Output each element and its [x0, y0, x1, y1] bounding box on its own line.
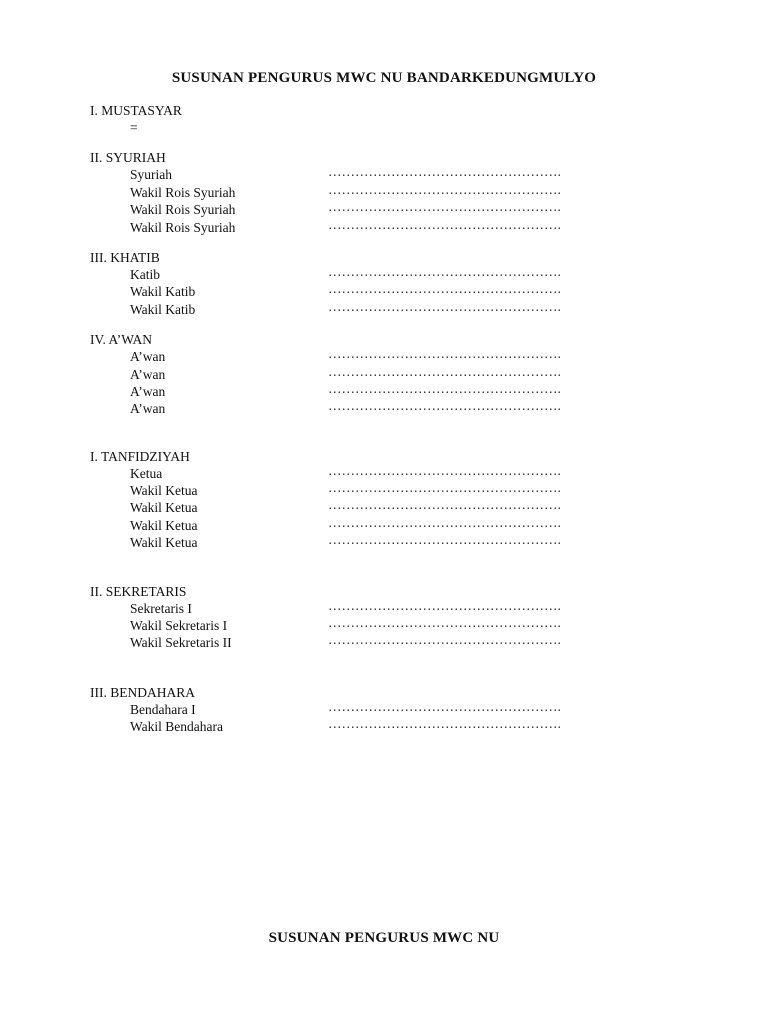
- name-placeholder-dots: …………………………………………….: [328, 716, 561, 732]
- position-label: Wakil Rois Syuriah: [130, 184, 236, 200]
- name-placeholder-dots: …………………………………………….: [328, 480, 561, 496]
- document-body: [90, 102, 610, 736]
- position-label: Wakil Katib: [130, 284, 196, 300]
- position-label: Wakil Katib: [130, 301, 196, 317]
- name-placeholder-dots: …………………………………………….: [328, 398, 561, 414]
- position-label: Bendahara I: [130, 701, 196, 717]
- name-placeholder-dots: …………………………………………….: [328, 298, 561, 314]
- name-placeholder-dots: …………………………………………….: [328, 532, 561, 548]
- section: [90, 102, 610, 136]
- name-placeholder-dots: …………………………………………….: [328, 462, 561, 478]
- position-row: [90, 119, 610, 136]
- position-label: Wakil Ketua: [130, 500, 198, 516]
- position-label: A’wan: [130, 349, 166, 365]
- section: [90, 583, 610, 652]
- position-label: Syuriah: [130, 167, 172, 183]
- position-label: Wakil Sekretaris II: [130, 635, 232, 651]
- section: [90, 448, 610, 552]
- name-placeholder-dots: …………………………………………….: [328, 514, 561, 530]
- section: [90, 149, 610, 236]
- section: [90, 249, 610, 318]
- name-placeholder-dots: …………………………………………….: [328, 363, 561, 379]
- section-heading: III. BENDAHARA: [90, 684, 195, 700]
- name-placeholder-dots: …………………………………………….: [328, 698, 561, 714]
- position-label: Wakil Rois Syuriah: [130, 202, 236, 218]
- position-row: [90, 400, 610, 417]
- name-placeholder-dots: …………………………………………….: [328, 216, 561, 232]
- position-label: A’wan: [130, 383, 166, 399]
- name-placeholder-dots: …………………………………………….: [328, 181, 561, 197]
- position-label: A’wan: [130, 401, 166, 417]
- position-label: Wakil Rois Syuriah: [130, 219, 236, 235]
- section-heading: I. TANFIDZIYAH: [90, 448, 190, 464]
- name-placeholder-dots: …………………………………………….: [328, 615, 561, 631]
- position-label: =: [130, 120, 138, 135]
- name-placeholder-dots: …………………………………………….: [328, 164, 561, 180]
- name-placeholder-dots: …………………………………………….: [328, 199, 561, 215]
- name-placeholder-dots: …………………………………………….: [328, 597, 561, 613]
- position-label: Wakil Ketua: [130, 483, 198, 499]
- position-label: Ketua: [130, 465, 163, 481]
- name-placeholder-dots: …………………………………………….: [328, 380, 561, 396]
- name-placeholder-dots: …………………………………………….: [328, 281, 561, 297]
- name-placeholder-dots: …………………………………………….: [328, 497, 561, 513]
- position-row: [90, 634, 610, 651]
- position-row: [90, 534, 610, 551]
- position-label: A’wan: [130, 366, 166, 382]
- position-label: Wakil Bendahara: [130, 719, 223, 735]
- position-row: [90, 298, 610, 318]
- section: [90, 331, 610, 418]
- footer-title: SUSUNAN PENGURUS MWC NU: [268, 930, 500, 946]
- position-label: Sekretaris I: [130, 600, 192, 616]
- section-heading: III. KHATIB: [90, 249, 160, 265]
- name-placeholder-dots: …………………………………………….: [328, 346, 561, 362]
- name-placeholder-dots: …………………………………………….: [328, 632, 561, 648]
- position-label: Wakil Sekretaris I: [130, 618, 228, 634]
- section-heading: II. SYURIAH: [90, 150, 166, 166]
- name-placeholder-dots: …………………………………………….: [328, 263, 561, 279]
- position-row: [90, 216, 610, 236]
- position-row: [90, 718, 610, 735]
- section-heading: IV. A’WAN: [90, 332, 153, 348]
- section-heading: II. SEKRETARIS: [90, 583, 187, 599]
- section-heading: I. MUSTASYAR: [90, 103, 182, 118]
- section: [90, 684, 610, 736]
- position-label: Wakil Ketua: [130, 535, 198, 551]
- page-title: SUSUNAN PENGURUS MWC NU BANDARKEDUNGMULYO: [171, 70, 597, 86]
- position-label: Katib: [130, 266, 160, 282]
- position-label: Wakil Ketua: [130, 517, 198, 533]
